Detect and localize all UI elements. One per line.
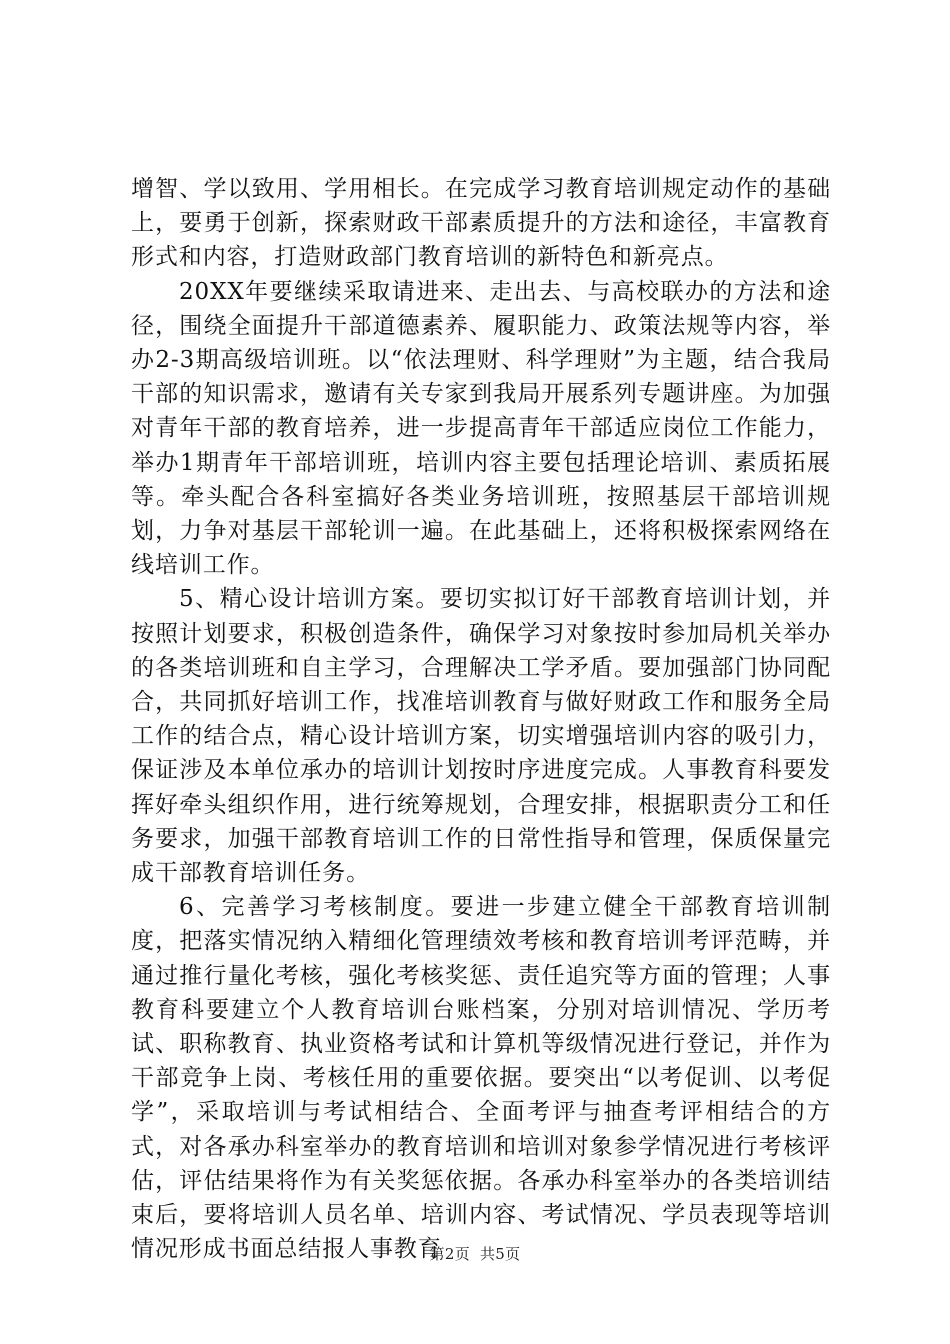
page-footer xyxy=(0,1243,950,1264)
paragraph-training-plan-20xx: 20XX年要继续采取请进来、走出去、与高校联办的方法和途径，围绕全面提升干部道德素养、履职能力、政策法规等内容，举办2-3期高级培训班。以“依法理财、科学理财”为主题，结合我局干部的知识需求，邀请有关专家到我局开展系列专题讲座。为加强对青年干部的教育培养，进一步提高青年干部适应岗位工作能力，举办1期青年干部培训班，培训内容主要包括理论培训、素质拓展等。牵头配合各科室搞好各类业务培训班，按照基层干部培训规划，力争对基层干部轮训一遍。在此基础上，还将积极探索网络在线培训工作。 xyxy=(131,278,831,579)
paragraph-continuation: 增智、学以致用、学用相长。在完成学习教育培训规定动作的基础上，要勇于创新，探索财政干部素质提升的方法和途径，丰富教育形式和内容，打造财政部门教育培训的新特色和新亮点。 xyxy=(131,176,831,271)
paragraph-section-5: 5、精心设计培训方案。要切实拟订好干部教育培训计划，并按照计划要求，积极创造条件，确保学习对象按时参加局机关举办的各类培训班和自主学习，合理解决工学矛盾。要加强部门协同配合，共同抓好培训工作，找准培训教育与做好财政工作和服务全局工作的结合点，精心设计培训方案，切实增强培训内容的吸引力，保证涉及本单位承办的培训计划按时序进度完成。人事教育科要发挥好牵头组织作用，进行统筹规划，合理安排，根据职责分工和任务要求，加强干部教育培训工作的日常性指导和管理，保质保量完成干部教育培训任务。 xyxy=(131,586,831,887)
page-number: 第2页 xyxy=(429,1245,470,1263)
page-total: 共5页 xyxy=(480,1245,521,1263)
paragraph-section-6: 6、完善学习考核制度。要进一步建立健全干部教育培训制度，把落实情况纳入精细化管理绩效考核和教育培训考评范畴，并通过推行量化考核，强化考核奖惩、责任追究等方面的管理；人事教育科要建立个人教育培训台账档案，分别对培训情况、学历考试、职称教育、执业资格考试和计算机等级情况进行登记，并作为干部竞争上岗、考核任用的重要依据。要突出“以考促训、以考促学”，采取培训与考试相结合、全面考评与抽查考评相结合的方式，对各承办科室举办的教育培训和培训对象参学情况进行考核评估，评估结果将作为有关奖惩依据。各承办科室举办的各类培训结束后，要将培训人员名单、培训内容、考试情况、学员表现等培训情况形成书面总结报人事教育 xyxy=(131,894,831,1263)
document-body xyxy=(131,172,831,1267)
